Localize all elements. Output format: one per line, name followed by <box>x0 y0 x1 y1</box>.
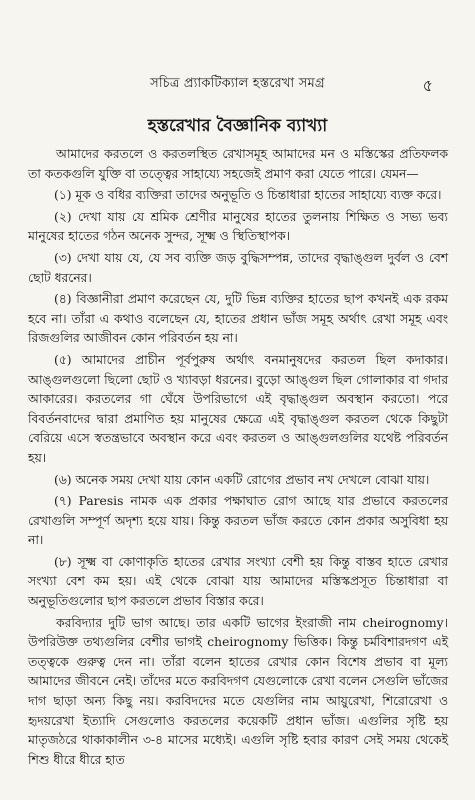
point-3: (৩) দেখা যায় যে, যে সব ব্যক্তি জড় বুদ্ধিসম্পন্ন, তাদের বৃদ্ধাঙ্গুল দুর্বল ও বেশ ছোট ধরনের। <box>28 250 448 285</box>
page-number: ৫ <box>422 76 433 95</box>
point-5: (৫) আমাদের প্রাচীন পূর্বপুরুষ অর্থাৎ বনমানুষদের করতল ছিল কদাকার। আঙ্গুলগুলো ছিলো ছোট ও খ্যাবড়া ধরনের। বুড়ো আঙ্গুল ছিল গোলাকার বা গদার আকারের। করতলের গা ঘেঁষে উপরিভাগে এই বৃদ্ধাঙ্গুল অবস্থান করতো। পরে বিবর্তনবাদের দ্বারা প্রমাণিত হয় মানুষের ক্ষেত্রে এই বৃদ্ধাঙ্গুল করতল থেকে কিছুটা বেরিয়ে এসে স্বতন্ত্রভাবে অবস্থান করে এবং করতল ও আঙ্গুলগুলির যথেষ্ট পরিবর্তন হয়। <box>28 352 448 465</box>
closing-paragraph: করবিদ্যার দুটি ভাগ আছে। তার একটি ভাগের ইংরাজী নাম cheirognomy। উপরিউক্ত তথ্যগুলির বেশীর ভাগই cheirognomy ভিত্তিক। কিন্তু চর্মবিশারদগণ এই তত্ত্বকে গুরুত্ব দেন না। তাঁরা বলেন হাতের রেখার কোন বিশেষ প্রভাব বা মূল্য আমাদের জীবনে নেই। তাঁদের মতে করবিদগণ যেগুলোকে রেখা বলেন সেগুলি ভাঁজের দাগ ছাড়া অন্য কিছু নয়। করবিদদের মতে যেগুলির নাম আয়ুরেখা, শিরোরেখা ও হৃদয়রেখা ইত্যাদি সেগুলোও করতলের কয়েকটি প্রধান ভাঁজ। এগুলির সৃষ্টি হয় মাতৃজঠরে থাকাকালীন ৩-৪ মাসের মধ্যেই। এগুলি সৃষ্টি হবার কারণ সেই সময় থেকেই শিশু ধীরে ধীরে হাত <box>28 615 448 767</box>
point-2: (২) দেখা যায় যে শ্রমিক শ্রেণীর মানুষের হাতের তুলনায় শিক্ষিত ও সভ্য ভব্য মানুষের হাতের গঠন অনেক সুন্দর, সূক্ষ্ম ও স্থিতিস্থাপক। <box>28 209 448 244</box>
intro-paragraph: আমাদের করতলে ও করতলস্থিত রেখাসমূহ আমাদের মন ও মস্তিস্কের প্রতিফলক তা কতকগুলি যুক্তি বা তত্ত্বের সাহায্যে সহজেই প্রমাণ করা যেতে পারে। যেমন— <box>28 147 448 181</box>
chapter-title: হস্তরেখার বৈজ্ঞানিক ব্যাখ্যা <box>147 116 328 136</box>
running-title: সচিত্র প্র্যাকটিক্যাল হস্তরেখা সমগ্র <box>150 76 325 91</box>
point-1: (১) মূক ও বধির ব্যক্তিরা তাদের অনুভূতি ও চিন্তাধারা হাতের সাহায্যে ব্যক্ত করে। <box>54 188 442 203</box>
point-7: (৭) Paresis নামক এক প্রকার পক্ষাঘাত রোগ আছে যার প্রভাবে করতলের রেখাগুলি সম্পূর্ণ অদৃশ্য হয়ে যায়। কিন্তু করতল ভাঁজ করতে কোন প্রকার অসুবিধা হয় না। <box>28 494 448 548</box>
page-header <box>0 74 475 96</box>
point-6: (৬) অনেক সময় দেখা যায় কোন একটি রোগের প্রভাব নখ দেখলে বোঝা যায়। <box>54 472 430 487</box>
body-text <box>28 145 448 772</box>
point-8: (৮) সূক্ষ্ম বা কোণাকৃতি হাতের রেখার সংখ্যা বেশী হয় কিন্তু বাস্তব হাতে রেখার সংখ্যা বেশ কম হয়। এই থেকে বোঝা যায় আমাদের মস্তিস্কপ্রসূত চিন্তাধারা বা অনুভূতিগুলোর ছাপ করতলে প্রভাব বিস্তার করে। <box>28 554 448 609</box>
point-4: (৪) বিজ্ঞানীরা প্রমাণ করেছেন যে, দুটি ভিন্ন ব্যক্তির হাতের ছাপ কখনই এক রকম হবে না। তাঁরা এ কথাও বলেছেন যে, হাতের প্রধান ভাঁজ সমূহ অর্থাৎ রেখা সমূহ এবং রিজগুলির আজীবন কোন পরিবর্তন হয় না। <box>28 292 448 346</box>
